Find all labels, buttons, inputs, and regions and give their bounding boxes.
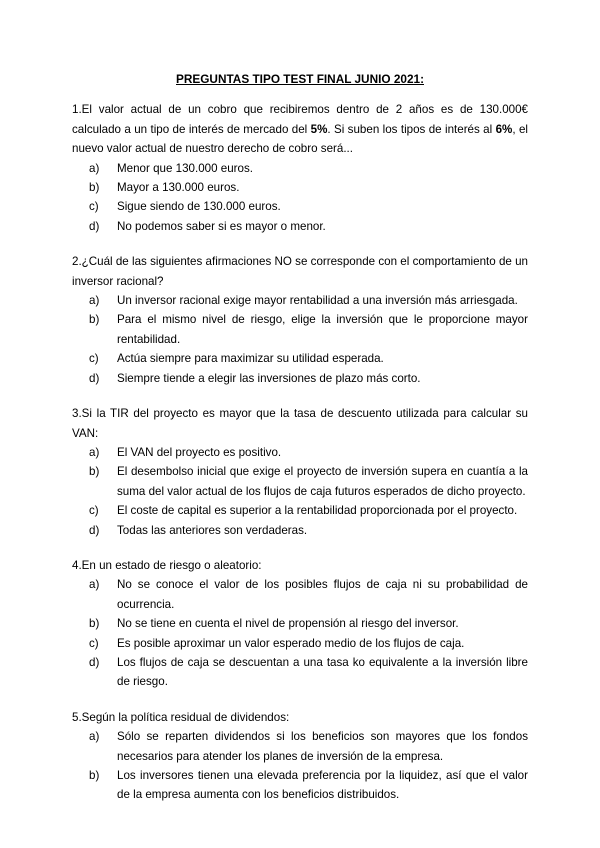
option-letter: b): [89, 313, 100, 327]
stem-text: , el nuevo valor actual de nuestro derecho de cobro será...: [72, 122, 528, 156]
option-a: [72, 159, 528, 178]
option-letter: b): [89, 465, 100, 479]
option-letter: a): [89, 294, 100, 308]
option-d: [72, 653, 528, 692]
options-list: [72, 727, 528, 805]
question-1: [72, 100, 528, 236]
options-list: [72, 575, 528, 691]
option-text: El coste de capital es superior a la rentabilidad proporcionada por el proyecto.: [117, 504, 518, 518]
question-stem: 4.En un estado de riesgo o aleatorio:: [72, 558, 262, 572]
option-letter: b): [89, 181, 100, 195]
option-text: Para el mismo nivel de riesgo, elige la inversión que le proporcione mayor rentabilidad.: [117, 313, 528, 346]
option-b: [72, 310, 528, 349]
stem-text: . Si suben los tipos de interés al: [327, 122, 496, 136]
option-letter: a): [89, 730, 100, 744]
option-text: Sigue siendo de 130.000 euros.: [117, 200, 281, 214]
option-a: [72, 727, 528, 766]
option-letter: b): [89, 617, 100, 631]
option-text: Mayor a 130.000 euros.: [117, 181, 240, 195]
option-text: Los inversores tienen una elevada preferencia por la liquidez, así que el valor de la empresa aumenta con los beneficios distribuidos.: [117, 769, 528, 802]
option-text: Menor que 130.000 euros.: [117, 161, 254, 175]
options-list: [72, 291, 528, 388]
option-text: Siempre tiende a elegir las inversiones de plazo más corto.: [117, 371, 421, 385]
option-letter: c): [89, 200, 99, 214]
option-c: [72, 349, 528, 368]
option-letter: a): [89, 445, 100, 459]
option-letter: d): [89, 523, 100, 537]
option-c: [72, 197, 528, 216]
option-text: Sólo se reparten dividendos si los beneficios son mayores que los fondos necesarios para atender los planes de inversión de la empresa.: [117, 730, 528, 763]
option-text: No podemos saber si es mayor o menor.: [117, 219, 326, 233]
option-text: Todas las anteriores son verdaderas.: [117, 523, 308, 537]
option-c: [72, 501, 528, 520]
option-b: [72, 178, 528, 197]
option-b: [72, 614, 528, 633]
question-stem: [72, 100, 528, 158]
stem-rate-old: 5%: [310, 122, 328, 136]
option-text: Un inversor racional exige mayor rentabilidad a una inversión más arriesgada.: [117, 294, 518, 308]
question-stem: 2.¿Cuál de las siguientes afirmaciones NO se corresponde con el comportamiento de un inversor racional?: [72, 255, 528, 288]
question-stem: 3.Si la TIR del proyecto es mayor que la tasa de descuento utilizada para calcular su VAN:: [72, 407, 528, 440]
option-letter: d): [89, 371, 100, 385]
question-3: [72, 404, 528, 540]
option-a: [72, 291, 528, 310]
option-a: [72, 443, 528, 462]
option-text: No se tiene en cuenta el nivel de propensión al riesgo del inversor.: [117, 617, 459, 631]
option-d: [72, 521, 528, 540]
options-list: [72, 443, 528, 540]
question-4: [72, 556, 528, 692]
option-a: [72, 575, 528, 614]
option-c: [72, 634, 528, 653]
option-text: Los flujos de caja se descuentan a una tasa ko equivalente a la inversión libre de riesgo.: [117, 655, 528, 689]
option-text: El VAN del proyecto es positivo.: [117, 445, 282, 459]
option-d: [72, 217, 528, 236]
option-letter: c): [89, 352, 99, 366]
option-letter: b): [89, 769, 100, 782]
option-b: [72, 766, 528, 805]
option-letter: c): [89, 636, 99, 650]
option-text: El desembolso inicial que exige el proyecto de inversión supera en cuantía a la suma del valor actual de los flujos de caja futuros esperados de dicho proyecto.: [117, 465, 528, 498]
stem-text: 1.El valor actual de un cobro que recibiremos dentro de 2 años es de 130.000€ calculado a un tipo de interés de mercado del: [72, 103, 528, 136]
option-text: No se conoce el valor de los posibles flujos de caja ni su probabilidad de ocurrencia.: [117, 578, 528, 611]
option-b: [72, 462, 528, 501]
option-letter: c): [89, 504, 99, 518]
option-d: [72, 369, 528, 388]
option-letter: a): [89, 161, 100, 175]
question-5: [72, 708, 528, 805]
option-letter: d): [89, 655, 100, 669]
options-list: [72, 159, 528, 237]
option-text: Actúa siempre para maximizar su utilidad esperada.: [117, 352, 384, 366]
question-stem: 5.Según la política residual de dividendos:: [72, 710, 290, 724]
stem-rate-new: 6%: [495, 122, 513, 136]
question-2: [72, 252, 528, 388]
option-letter: a): [89, 578, 100, 592]
option-text: Es posible aproximar un valor esperado medio de los flujos de caja.: [117, 636, 465, 650]
option-letter: d): [89, 219, 100, 233]
page-title: PREGUNTAS TIPO TEST FINAL JUNIO 2021:: [176, 72, 424, 86]
